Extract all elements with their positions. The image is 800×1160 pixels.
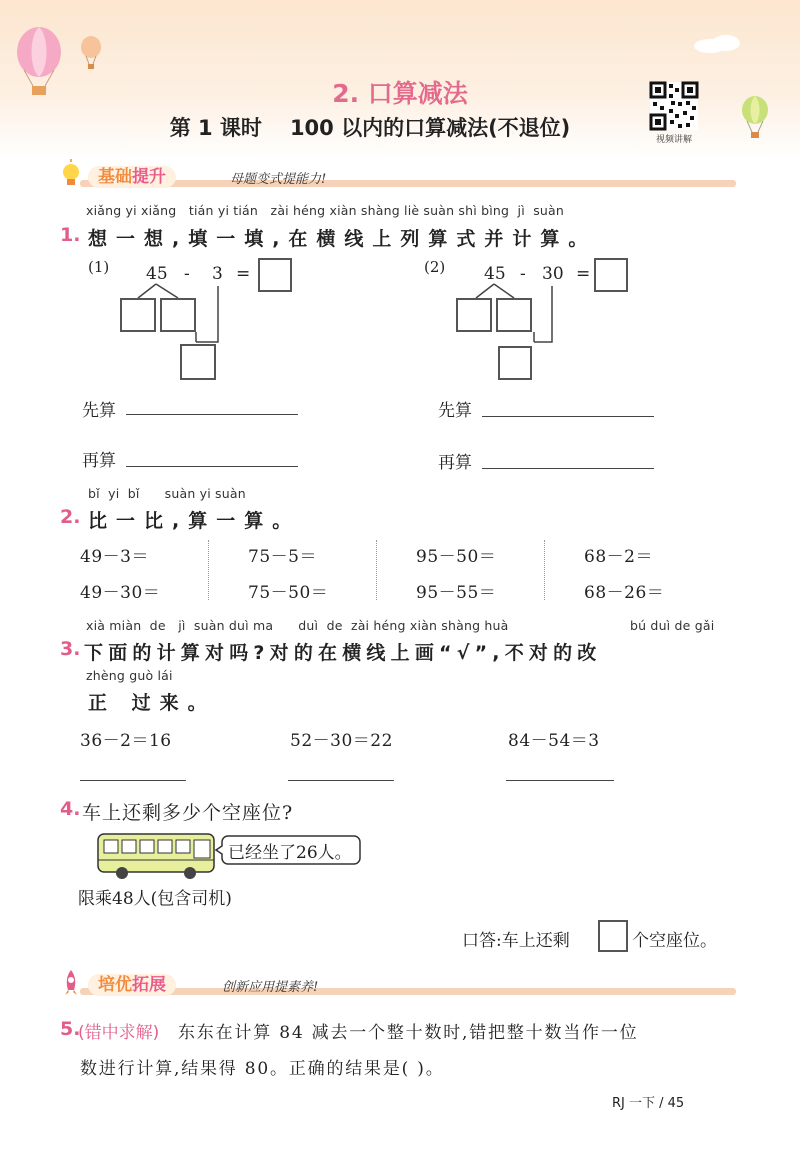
- q1-pinyin: xiǎng yi xiǎng tián yi tián zài héng xiàn shàng liè suàn shì bìng jì suàn: [86, 203, 565, 218]
- q1-part2-then-line[interactable]: [482, 468, 654, 469]
- q3-answer-line-2[interactable]: [288, 780, 394, 781]
- q1-part2-subtrahend: 30: [542, 264, 564, 284]
- q1-part1-minuend: 45: [146, 264, 168, 284]
- q3-number: 3.: [60, 638, 81, 660]
- q4-answer-prefix: 口答:车上还剩: [462, 931, 570, 951]
- q3-item-3: 84－54＝3: [508, 731, 600, 751]
- lesson-topic: 100 以内的口算减法(不退位): [289, 116, 571, 140]
- q1-part2-first-line[interactable]: [482, 416, 654, 417]
- q1-part1-label: (1): [88, 258, 110, 276]
- q4-text: 车上还剩多少个空座位?: [82, 802, 294, 824]
- page-number: RJ 一下 / 45: [612, 1096, 685, 1111]
- q2-number: 2.: [60, 506, 81, 528]
- page-title: 2. 口算减法: [332, 79, 468, 108]
- q1-part1-eq: =: [236, 264, 251, 284]
- q1-part2-minuend: 45: [484, 264, 506, 284]
- q2-divider-3: [544, 540, 545, 600]
- q2-text: 比一比,算一算。: [88, 510, 301, 532]
- q2-expr-4a: 68－2＝: [584, 547, 653, 567]
- section-label-basic: 基础提升: [88, 166, 176, 188]
- q1-part2-result-box[interactable]: [498, 346, 532, 380]
- q1-number: 1.: [60, 224, 81, 246]
- section-label-extension: 培优拓展: [88, 974, 176, 996]
- bus-icon: [96, 832, 218, 882]
- q2-expr-1b: 49－30＝: [80, 583, 161, 603]
- q1-part2-op: -: [520, 264, 526, 284]
- q3-item-2: 52－30＝22: [290, 731, 393, 751]
- q1-part1-then-label: 再算: [82, 451, 116, 471]
- q5-text-2: 数进行计算,结果得 80。正确的结果是( )。: [80, 1059, 445, 1079]
- q3-text-1: 下面的计算对吗?对的在横线上画“√”,不对的改: [84, 642, 602, 664]
- q3-answer-line-3[interactable]: [506, 780, 614, 781]
- rocket-icon: [60, 970, 82, 996]
- q2-pinyin: bǐ yi bǐ suàn yi suàn: [88, 486, 246, 501]
- section-banner-extension: [40, 972, 736, 998]
- q5-tag: (错中求解): [78, 1023, 160, 1043]
- q2-expr-2b: 75－50＝: [248, 583, 329, 603]
- q4-speech-text: 已经坐了26人。: [228, 843, 352, 863]
- q1-part2-label: (2): [424, 258, 446, 276]
- q4-answer-box[interactable]: [598, 920, 628, 952]
- q1-part2-then-label: 再算: [438, 453, 472, 473]
- q3-pinyin-1: xià miàn de jì suàn duì ma duì de zài héng xiàn shàng huà: [86, 618, 509, 633]
- q2-expr-4b: 68－26＝: [584, 583, 665, 603]
- section-tagline-extension: 创新应用提素养!: [222, 980, 319, 995]
- q4-answer-suffix: 个空座位。: [632, 931, 717, 951]
- q1-part1-op: -: [184, 264, 190, 284]
- q1-part1-then-line[interactable]: [126, 466, 298, 467]
- q4-number: 4.: [60, 798, 81, 820]
- q2-divider-2: [376, 540, 377, 600]
- q3-text-2: 正 过来。: [88, 692, 216, 714]
- q5-number: 5.: [60, 1018, 81, 1040]
- q1-part1-first-line[interactable]: [126, 414, 298, 415]
- qr-label: 视频讲解: [655, 135, 692, 145]
- q3-item-1: 36－2＝16: [80, 731, 172, 751]
- q2-expr-1a: 49－3＝: [80, 547, 149, 567]
- q2-expr-2a: 75－5＝: [248, 547, 317, 567]
- q4-limit-text: 限乘48人(包含司机): [78, 889, 232, 909]
- q3-pinyin-2: zhèng guò lái: [86, 668, 173, 683]
- q1-part2-ones-box[interactable]: [496, 298, 532, 332]
- q1-part2-eq: =: [576, 264, 591, 284]
- q3-answer-line-1[interactable]: [80, 780, 186, 781]
- banner-bar: [80, 988, 736, 995]
- q1-text: 想一想,填一填,在横线上列算式并计算。: [88, 228, 597, 250]
- q2-divider-1: [208, 540, 209, 600]
- section-tagline-basic: 母题变式提能力!: [230, 172, 327, 187]
- lesson-number: 第 1 课时: [169, 116, 262, 140]
- q1-part1-subtrahend: 3: [212, 264, 223, 284]
- q2-expr-3b: 95－55＝: [416, 583, 497, 603]
- q5-text-1: 东东在计算 84 减去一个整十数时,错把整十数当作一位: [178, 1023, 639, 1043]
- q1-part1-first-label: 先算: [82, 401, 116, 421]
- q2-expr-3a: 95－50＝: [416, 547, 497, 567]
- q3-pinyin-1b: bú duì de gǎi: [630, 618, 715, 633]
- q1-part2-tens-box[interactable]: [456, 298, 492, 332]
- q1-part2-first-label: 先算: [438, 401, 472, 421]
